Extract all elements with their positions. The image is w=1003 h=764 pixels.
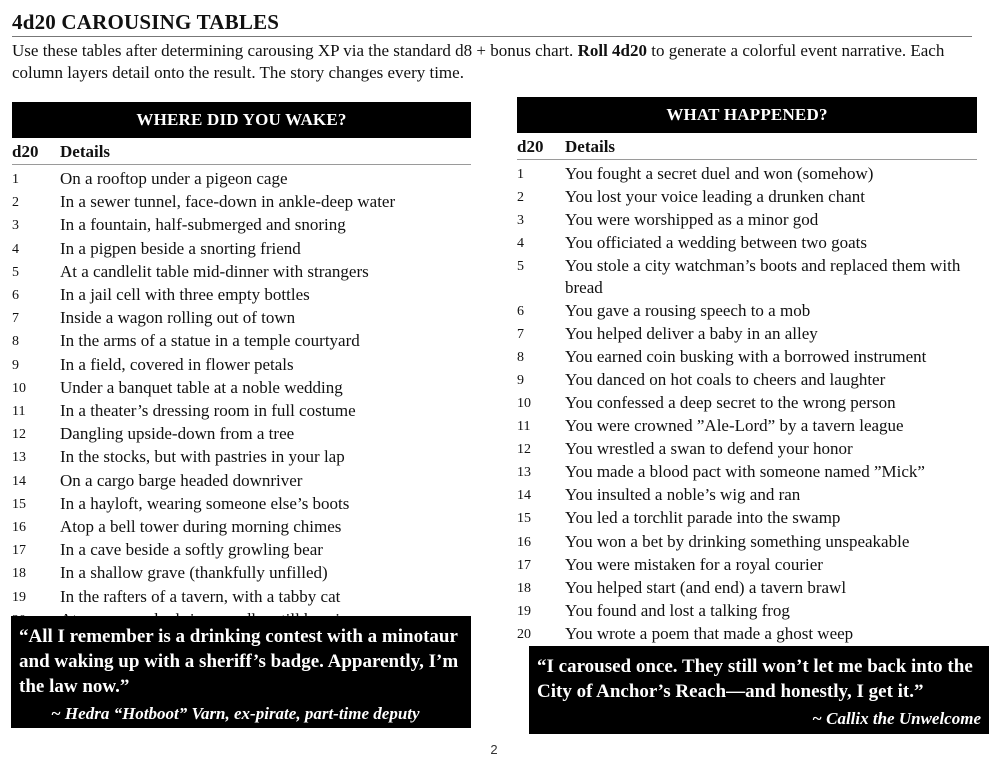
happened-row bbox=[517, 484, 977, 507]
happened-row-number: 17 bbox=[517, 557, 531, 573]
wake-row-number: 8 bbox=[12, 334, 19, 350]
happened-row bbox=[517, 577, 977, 600]
happened-row-number: 5 bbox=[517, 259, 524, 275]
happened-row bbox=[517, 255, 977, 299]
happened-row-number: 2 bbox=[517, 190, 524, 206]
happened-row-number: 8 bbox=[517, 349, 524, 365]
wake-row bbox=[12, 377, 471, 400]
happened-row-details: You earned coin busking with a borrowed instrument bbox=[565, 346, 927, 366]
happened-row bbox=[517, 186, 977, 209]
wake-row bbox=[12, 586, 471, 609]
wake-row-details: In the stocks, but with pastries in your lap bbox=[60, 447, 345, 467]
happened-row bbox=[517, 415, 977, 438]
happened-row-details: You were mistaken for a royal courier bbox=[565, 554, 823, 574]
wake-row-details: Under a banquet table at a noble wedding bbox=[60, 377, 343, 397]
wake-row bbox=[12, 284, 471, 307]
wake-row bbox=[12, 238, 471, 261]
quote-box-left bbox=[11, 616, 471, 728]
happened-row-details: You gave a rousing speech to a mob bbox=[565, 300, 811, 320]
happened-table-header bbox=[517, 135, 977, 160]
happened-row-details: You won a bet by drinking something unspeakable bbox=[565, 531, 910, 551]
wake-row-number: 12 bbox=[12, 427, 26, 443]
wake-row-number: 1 bbox=[12, 172, 19, 187]
wake-row-number: 3 bbox=[12, 218, 19, 234]
wake-row bbox=[12, 168, 471, 191]
happened-row bbox=[517, 438, 977, 461]
happened-row-details: You wrestled a swan to defend your honor bbox=[565, 439, 853, 459]
happened-row-details: You insulted a noble’s wig and ran bbox=[565, 485, 801, 505]
happened-row-number: 19 bbox=[517, 603, 531, 619]
wake-row bbox=[12, 191, 471, 214]
wake-row-details: In a field, covered in flower petals bbox=[60, 354, 294, 374]
quote-box-right bbox=[529, 646, 989, 734]
happened-row bbox=[517, 507, 977, 530]
wake-row-details: In a hayloft, wearing someone else’s boots bbox=[60, 493, 350, 513]
happened-row-number: 6 bbox=[517, 303, 524, 319]
wake-table-header bbox=[12, 140, 471, 165]
happened-row-details: You made a blood pact with someone named ”Mick” bbox=[565, 462, 925, 482]
wake-row bbox=[12, 446, 471, 469]
page-number: 2 bbox=[490, 742, 498, 757]
wake-row-details: In a theater’s dressing room in full costume bbox=[60, 401, 356, 421]
happened-row-details: You were crowned ”Ale-Lord” by a tavern league bbox=[565, 416, 904, 436]
wake-row-number: 15 bbox=[12, 496, 26, 512]
happened-row-number: 18 bbox=[517, 580, 531, 596]
happened-row-number: 1 bbox=[517, 167, 524, 182]
wake-row bbox=[12, 423, 471, 446]
wake-row bbox=[12, 330, 471, 353]
happened-row-details: You helped deliver a baby in an alley bbox=[565, 323, 818, 343]
wake-row-number: 9 bbox=[12, 357, 19, 373]
happened-row-number: 10 bbox=[517, 395, 531, 411]
happened-row-details: You stole a city watchman’s boots and replaced them with bread bbox=[565, 256, 961, 298]
wake-row-number: 10 bbox=[12, 380, 26, 396]
wake-row bbox=[12, 307, 471, 330]
happened-row-details: You fought a secret duel and won (somehow) bbox=[565, 164, 874, 183]
wake-row-number: 7 bbox=[12, 311, 19, 327]
wake-row-details: At a candlelit table mid-dinner with strangers bbox=[60, 261, 369, 281]
wake-row-details: On a cargo barge headed downriver bbox=[60, 470, 303, 490]
happened-row-number: 4 bbox=[517, 236, 524, 252]
happened-row bbox=[517, 600, 977, 623]
happened-row bbox=[517, 623, 977, 646]
happened-row-details: You danced on hot coals to cheers and laughter bbox=[565, 369, 886, 389]
happened-table-rows bbox=[517, 163, 977, 646]
wake-row-details: Dangling upside-down from a tree bbox=[60, 424, 295, 444]
intro-text-2: to generate a colorful event narrative. Each column layers detail onto the result. The story changes every time. bbox=[12, 41, 945, 82]
happened-table bbox=[517, 97, 977, 646]
wake-row-details: In the rafters of a tavern, with a tabby cat bbox=[60, 586, 341, 606]
wake-row-number: 17 bbox=[12, 543, 26, 559]
page-title: 4d20 CAROUSING TABLES bbox=[12, 10, 280, 34]
wake-row-number: 16 bbox=[12, 520, 26, 536]
wake-row-number: 6 bbox=[12, 288, 19, 304]
happened-row bbox=[517, 531, 977, 554]
intro-emphasis: Roll 4d20 bbox=[577, 41, 647, 60]
happened-row bbox=[517, 369, 977, 392]
wake-row-details: In a sewer tunnel, face-down in ankle-deep water bbox=[60, 192, 396, 212]
wake-row-number: 14 bbox=[12, 473, 26, 489]
wake-row-number: 13 bbox=[12, 450, 26, 466]
wake-table-rows bbox=[12, 168, 471, 632]
quote-attribution-right: ~ Callix the Unwelcome bbox=[812, 709, 981, 728]
happened-row bbox=[517, 163, 977, 186]
intro-text-1: Use these tables after determining carousing XP via the standard d8 + bonus chart. bbox=[12, 41, 578, 60]
happened-row-details: You officiated a wedding between two goats bbox=[565, 233, 868, 253]
happened-row-number: 12 bbox=[517, 442, 531, 458]
happened-row bbox=[517, 346, 977, 369]
wake-row-details: On a rooftop under a pigeon cage bbox=[60, 169, 288, 188]
happened-col-d20: d20 bbox=[517, 137, 544, 156]
happened-row-number: 16 bbox=[517, 534, 531, 550]
wake-row bbox=[12, 493, 471, 516]
happened-row-details: You lost your voice leading a drunken chant bbox=[565, 187, 865, 207]
happened-row-number: 11 bbox=[517, 419, 531, 435]
wake-row bbox=[12, 539, 471, 562]
wake-row bbox=[12, 214, 471, 237]
happened-row-number: 14 bbox=[517, 488, 531, 504]
happened-row bbox=[517, 461, 977, 484]
wake-table bbox=[12, 102, 471, 632]
happened-row-details: You were worshipped as a minor god bbox=[565, 210, 819, 230]
wake-row-number: 5 bbox=[12, 264, 19, 280]
wake-row-details: Atop a bell tower during morning chimes bbox=[60, 517, 342, 537]
wake-row-details: In a cave beside a softly growling bear bbox=[60, 540, 323, 560]
title-divider bbox=[12, 36, 972, 37]
wake-col-d20: d20 bbox=[12, 142, 39, 161]
wake-row-number: 2 bbox=[12, 195, 19, 211]
wake-row-details: In the arms of a statue in a temple courtyard bbox=[60, 331, 360, 351]
wake-row-number: 19 bbox=[12, 589, 26, 605]
happened-row-number: 7 bbox=[517, 326, 524, 342]
quote-text-right: “I caroused once. They still won’t let me back into the City of Anchor’s Reach—and honestly, I get it.” bbox=[537, 656, 973, 702]
happened-table-heading: WHAT HAPPENED? bbox=[517, 97, 977, 133]
happened-row-details: You helped start (and end) a tavern brawl bbox=[565, 577, 847, 597]
intro-paragraph bbox=[12, 40, 987, 84]
happened-row-number: 20 bbox=[517, 626, 531, 642]
happened-row bbox=[517, 232, 977, 255]
wake-row bbox=[12, 516, 471, 539]
happened-row-number: 13 bbox=[517, 465, 531, 481]
happened-row bbox=[517, 392, 977, 415]
happened-col-details: Details bbox=[565, 137, 616, 156]
happened-row-number: 9 bbox=[517, 372, 524, 388]
quote-text-left: “All I remember is a drinking contest with a minotaur and waking up with a sheriff’s badge. Apparently, I’m the law now.” bbox=[19, 626, 459, 697]
happened-row bbox=[517, 554, 977, 577]
wake-row-details: In a shallow grave (thankfully unfilled) bbox=[60, 563, 328, 583]
wake-row-number: 11 bbox=[12, 404, 26, 420]
happened-row-number: 3 bbox=[517, 213, 524, 229]
happened-row-details: You confessed a deep secret to the wrong person bbox=[565, 392, 896, 412]
wake-row bbox=[12, 354, 471, 377]
happened-row-details: You led a torchlit parade into the swamp bbox=[565, 508, 841, 528]
wake-row-details: In a jail cell with three empty bottles bbox=[60, 285, 310, 305]
wake-table-heading: WHERE DID YOU WAKE? bbox=[12, 102, 471, 138]
quote-attribution-left: ~ Hedra “Hotboot” Varn, ex-pirate, part-time deputy bbox=[51, 704, 420, 723]
wake-row-details: Inside a wagon rolling out of town bbox=[60, 308, 296, 328]
wake-row-number: 18 bbox=[12, 566, 26, 582]
happened-row-details: You wrote a poem that made a ghost weep bbox=[565, 623, 854, 643]
wake-row-details: In a fountain, half-submerged and snoring bbox=[60, 215, 346, 235]
wake-col-details: Details bbox=[60, 142, 111, 161]
happened-row bbox=[517, 323, 977, 346]
happened-row-details: You found and lost a talking frog bbox=[565, 600, 790, 620]
wake-row-details: In a pigpen beside a snorting friend bbox=[60, 238, 301, 258]
wake-row-number: 4 bbox=[12, 241, 19, 257]
happened-row-number: 15 bbox=[517, 511, 531, 527]
wake-row bbox=[12, 470, 471, 493]
happened-row bbox=[517, 300, 977, 323]
happened-row bbox=[517, 209, 977, 232]
wake-row bbox=[12, 562, 471, 585]
wake-row bbox=[12, 400, 471, 423]
wake-row bbox=[12, 261, 471, 284]
